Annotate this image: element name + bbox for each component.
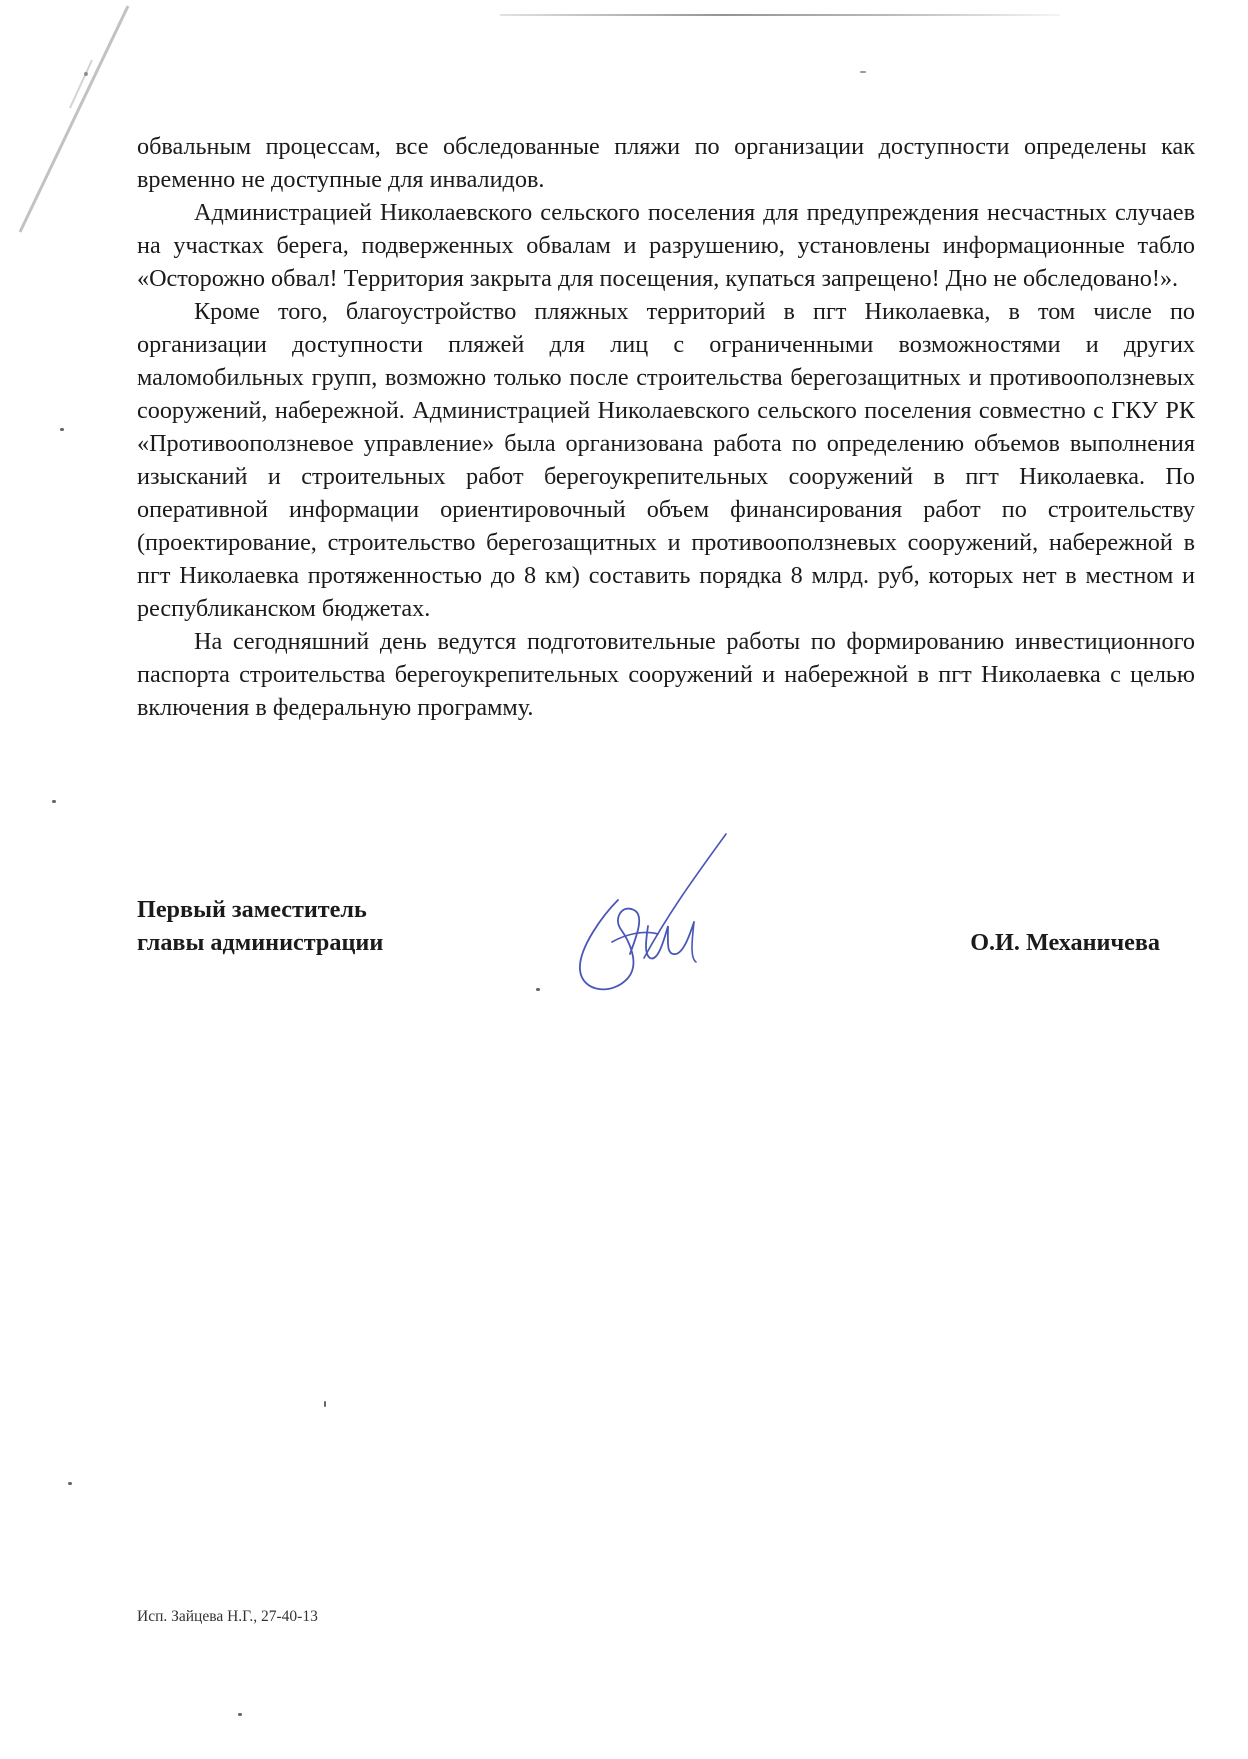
scan-speck	[536, 988, 540, 991]
signatory-name: О.И. Механичева	[970, 929, 1160, 956]
paragraph-investment-passport: На сегодняшний день ведутся подготовительные работы по формированию инвестиционного паспорта строительства берегоукрепительных сооружений и набережной в пгт Николаевка с целью включения в федеральную программу.	[137, 628, 1195, 721]
executor-note: Исп. Зайцева Н.Г., 27-40-13	[137, 1608, 318, 1625]
letter-body	[137, 130, 1195, 724]
scan-speck	[60, 428, 64, 431]
handwritten-signature	[560, 830, 740, 1000]
signatory-title-line-2: главы администрации	[137, 929, 384, 956]
signatory-title-line-1: Первый заместитель	[137, 896, 367, 923]
scan-top-rule	[500, 14, 1060, 16]
scan-speck	[52, 800, 56, 803]
paragraph-warning-signs: Администрацией Николаевского сельского поселения для предупреждения несчастных случаев на участках берега, подверженных обвалам и разрушению, установлены информационные табло «Осторожно обвал! Территория закрыта для посещения, купаться запрещено! Дно не обследовано!».	[137, 199, 1195, 292]
signatory-title	[137, 893, 383, 959]
scan-speck	[860, 71, 866, 73]
scan-speck	[238, 1713, 242, 1716]
scan-speck	[68, 1482, 72, 1485]
scan-speck	[324, 1401, 326, 1407]
scan-edge-artifact	[0, 0, 140, 260]
paragraph-continued: обвальным процессам, все обследованные пляжи по организации доступности определены как временно не доступные для инвалидов.	[137, 133, 1195, 193]
paragraph-construction: Кроме того, благоустройство пляжных территорий в пгт Николаевка, в том числе по организации доступности пляжей для лиц с ограниченными возможностями и других маломобильных групп, возможно только после строительства берегозащитных и противооползневых сооружений, набережной. Администрацией Николаевского сельского поселения совместно с ГКУ РК «Противооползневое управление» была организована работа по определению объемов выполнения изысканий и строительных работ берегоукрепительных сооружений в пгт Николаевка. По оперативной информации ориентировочный объем финансирования работ по строительству (проектирование, строительство берегозащитных и противооползневых сооружений, набережной в пгт Николаевка протяженностью до 8 км) составить порядка 8 млрд. руб, которых нет в местном и республиканском бюджетах.	[137, 298, 1195, 622]
